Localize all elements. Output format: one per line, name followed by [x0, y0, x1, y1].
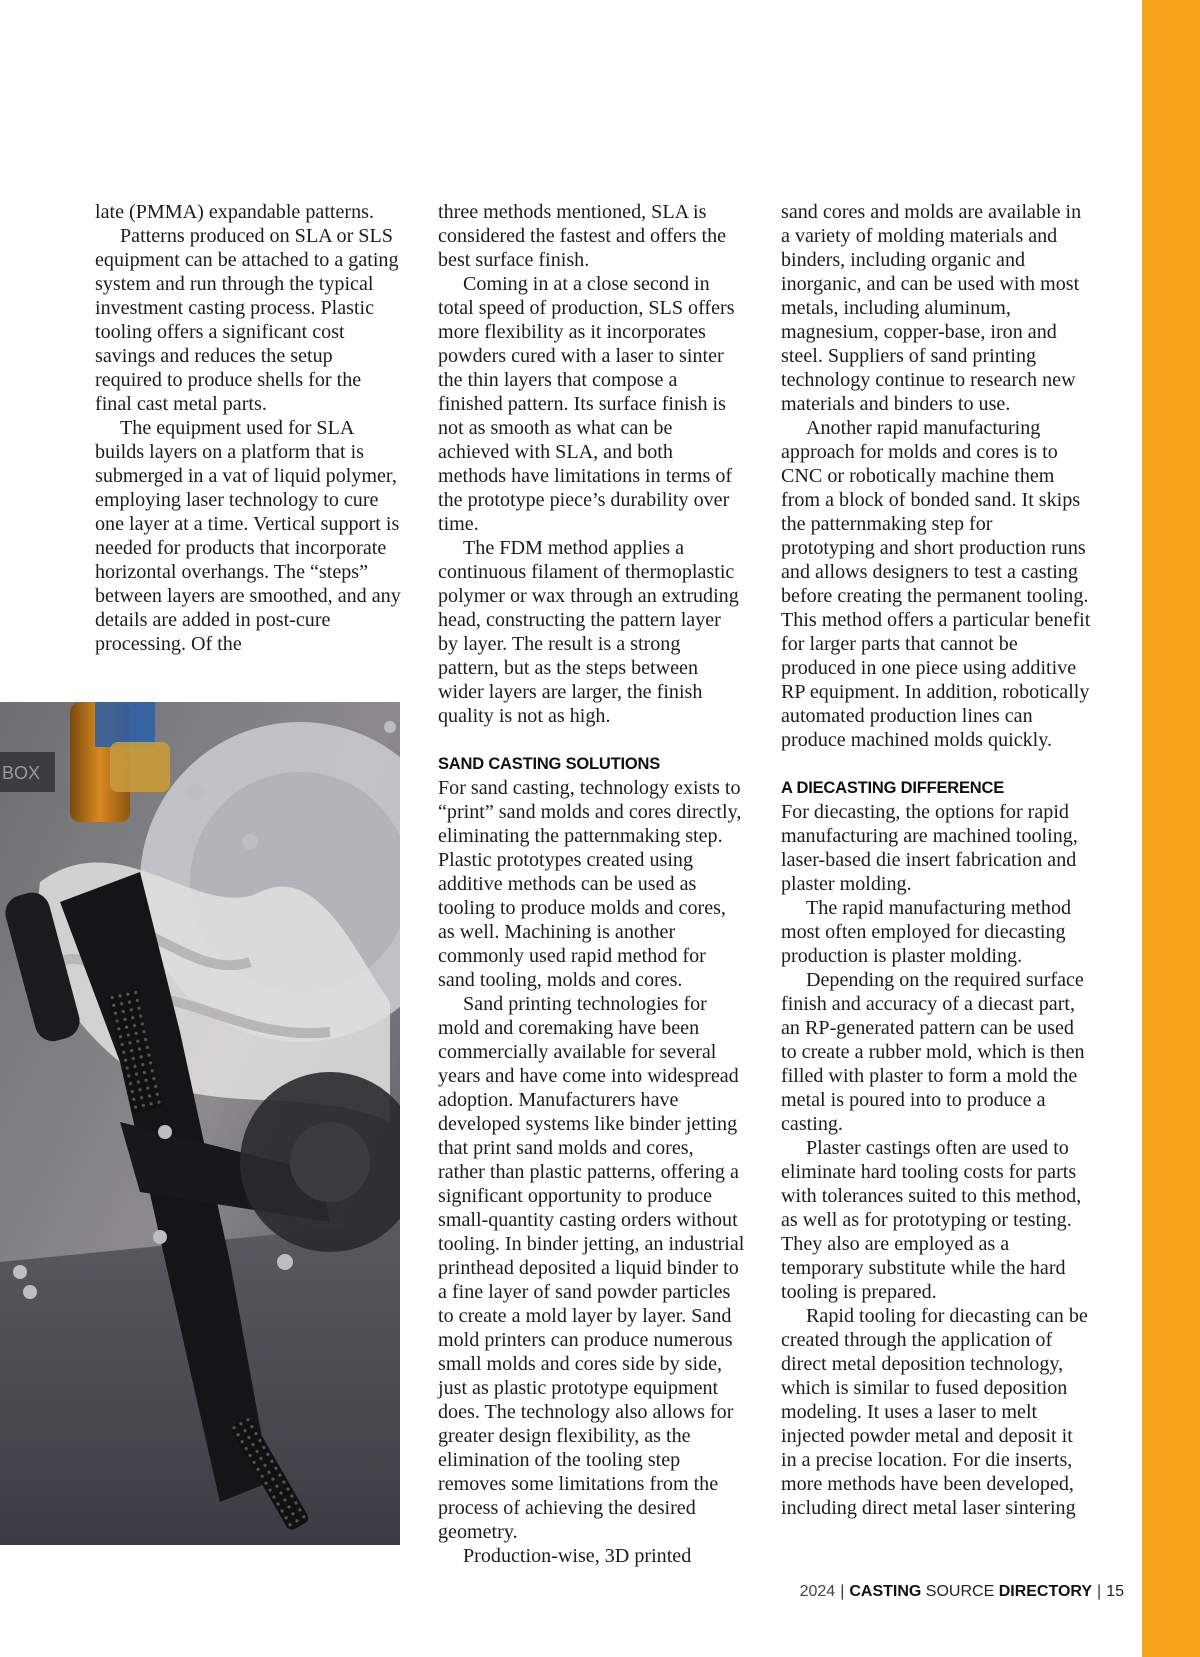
text-column-1 — [95, 200, 401, 656]
paragraph: For sand casting, technology exists to “print” sand molds and cores directly, eliminating the patternmaking step. Plastic prototypes created using additive methods can be used as tooling to produce molds and cores, as well. Machining is another commonly used rapid method for sand tooling, molds and cores. — [438, 777, 742, 991]
motorcycle-parts-photo — [0, 702, 400, 1545]
paragraph: sand cores and molds are available in a variety of molding materials and binders, including organic and inorganic, and can be used with most metals, including aluminum, magnesium, copper-base, iron and steel. Suppliers of sand printing technology continue to research new materials and binders to use. — [781, 201, 1082, 415]
paragraph: three methods mentioned, SLA is considered the fastest and offers the best surface finish. — [438, 201, 727, 271]
footer-page-number: 15 — [1106, 1583, 1124, 1600]
paragraph: Sand printing technologies for mold and coremaking have been commercially available for several years and have come into widespread adoption. Manufacturers have developed systems like binder jetting that print sand molds and cores, rather than plastic patterns, offering a significant opportunity to produce small-quantity casting orders without tooling. In binder jetting, an industrial printhead deposited a liquid binder to a fine layer of sand powder particles to create a mold layer by layer. Sand mold printers can produce numerous small molds and cores side by side, just as plastic prototype equipment does. The technology also allows for greater design flexibility, as the elimination of the tooling step removes some limitations from the process of achieving the desired geometry. — [438, 993, 745, 1543]
paragraph: Production-wise, 3D printed — [463, 1545, 692, 1567]
footer-year: 2024 — [799, 1583, 836, 1600]
paragraph: The rapid manufacturing method most often employed for diecasting production is plaster molding. — [781, 897, 1072, 967]
paragraph: Coming in at a close second in total speed of production, SLS offers more flexibility as it incorporates powders cured with a laser to sinter the thin layers that compose a finished pattern. Its surface finish is not as smooth as what can be achieved with SLA, and both methods have limitations in terms of the prototype piece’s durability over time. — [438, 273, 735, 535]
page-footer — [800, 1583, 1124, 1601]
paragraph: Another rapid manufacturing approach for molds and cores is to CNC or robotically machine them from a block of bonded sand. It skips the patternmaking step for prototyping and short production runs and allows designers to test a casting before creating the permanent tooling. This method offers a particular benefit for larger parts that cannot be produced in one piece using additive RP equipment. In addition, robotically automated production lines can produce machined molds quickly. — [781, 417, 1091, 751]
section-heading: A DIECASTING DIFFERENCE — [781, 779, 1005, 797]
paragraph: The FDM method applies a continuous filament of thermoplastic polymer or wax through an extruding head, constructing the pattern layer by layer. The result is a strong pattern, but as the steps between wider layers are larger, the finish quality is not as high. — [438, 537, 739, 727]
box-label: BOX — [2, 763, 41, 783]
text-column-3 — [781, 200, 1091, 1520]
section-heading: SAND CASTING SOLUTIONS — [438, 755, 661, 773]
footer-title-casting: CASTING — [849, 1583, 922, 1600]
paragraph: Depending on the required surface finish and accuracy of a diecast part, an RP-generated pattern can be used to create a rubber mold, which is then filled with plaster to form a mold the metal is poured into to produce a casting. — [781, 969, 1085, 1135]
paragraph: The equipment used for SLA builds layers on a platform that is submerged in a vat of liquid polymer, employing laser technology to cure one layer at a time. Vertical support is needed for products that incorporate horizontal overhangs. The “steps” between layers are smoothed, and any details are added in post-cure processing. Of the — [95, 417, 401, 655]
orange-sidebar-band — [1142, 0, 1200, 1657]
footer-separator: | — [840, 1583, 845, 1600]
paragraph: For diecasting, the options for rapid manufacturing are machined tooling, laser-based die insert fabrication and plaster molding. — [781, 801, 1078, 895]
footer-separator-2: | — [1097, 1583, 1102, 1600]
paragraph: Rapid tooling for diecasting can be created through the application of direct metal deposition technology, which is similar to fused deposition modeling. It uses a laser to melt injected powder metal and deposit it in a precise location. For die inserts, more methods have been developed, including direct metal laser sintering — [781, 1305, 1088, 1519]
paragraph: Plaster castings often are used to eliminate hard tooling costs for parts with tolerances suited to this method, as well as for prototyping or testing. They also are employed as a temporary substitute while the hard tooling is prepared. — [781, 1137, 1082, 1303]
text-column-2 — [438, 200, 745, 1568]
paragraph: Patterns produced on SLA or SLS equipment can be attached to a gating system and run through the typical investment casting process. Plastic tooling offers a significant cost savings and reduces the setup required to produce shells for the final cast metal parts. — [95, 225, 399, 415]
footer-title-directory: DIRECTORY — [998, 1583, 1093, 1600]
footer-title-source: SOURCE — [925, 1583, 995, 1600]
paragraph: late (PMMA) expandable patterns. — [95, 201, 374, 223]
